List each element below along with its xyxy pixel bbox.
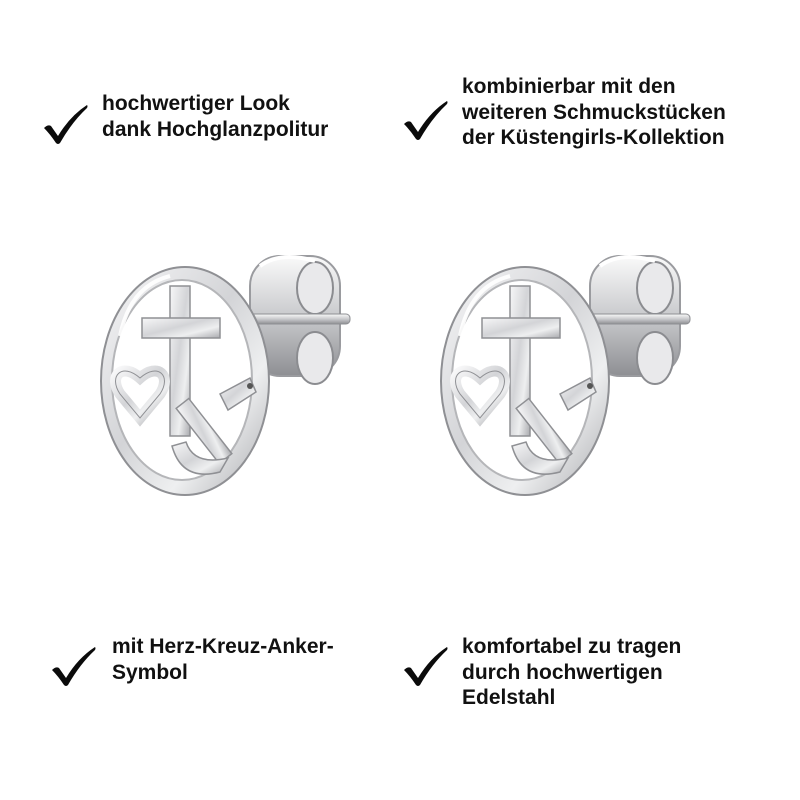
feature-line: weiteren Schmuckstücken (462, 100, 726, 124)
earring-left-image (100, 246, 360, 506)
feature-text (462, 634, 681, 711)
feature-line: kombinierbar mit den (462, 75, 676, 98)
feature-line: durch hochwertigen (462, 660, 663, 684)
feature-line: hochwertiger Look (102, 92, 290, 115)
checkmark-icon (50, 644, 98, 688)
feature-line: mit Herz-Kreuz-Anker- (112, 635, 334, 658)
feature-line: der Küstengirls-Kollektion (462, 126, 725, 149)
feature-line: Edelstahl (462, 686, 556, 709)
feature-text (102, 91, 328, 142)
feature-line: dank Hochglanzpolitur (102, 117, 329, 141)
feature-text (462, 74, 726, 151)
checkmark-icon (402, 98, 450, 142)
feature-text (112, 634, 334, 685)
checkmark-icon (402, 644, 450, 688)
earring-right-image (440, 246, 700, 506)
checkmark-icon (42, 102, 90, 146)
feature-line: Symbol (112, 660, 188, 684)
feature-line: komfortabel zu tragen (462, 635, 682, 658)
